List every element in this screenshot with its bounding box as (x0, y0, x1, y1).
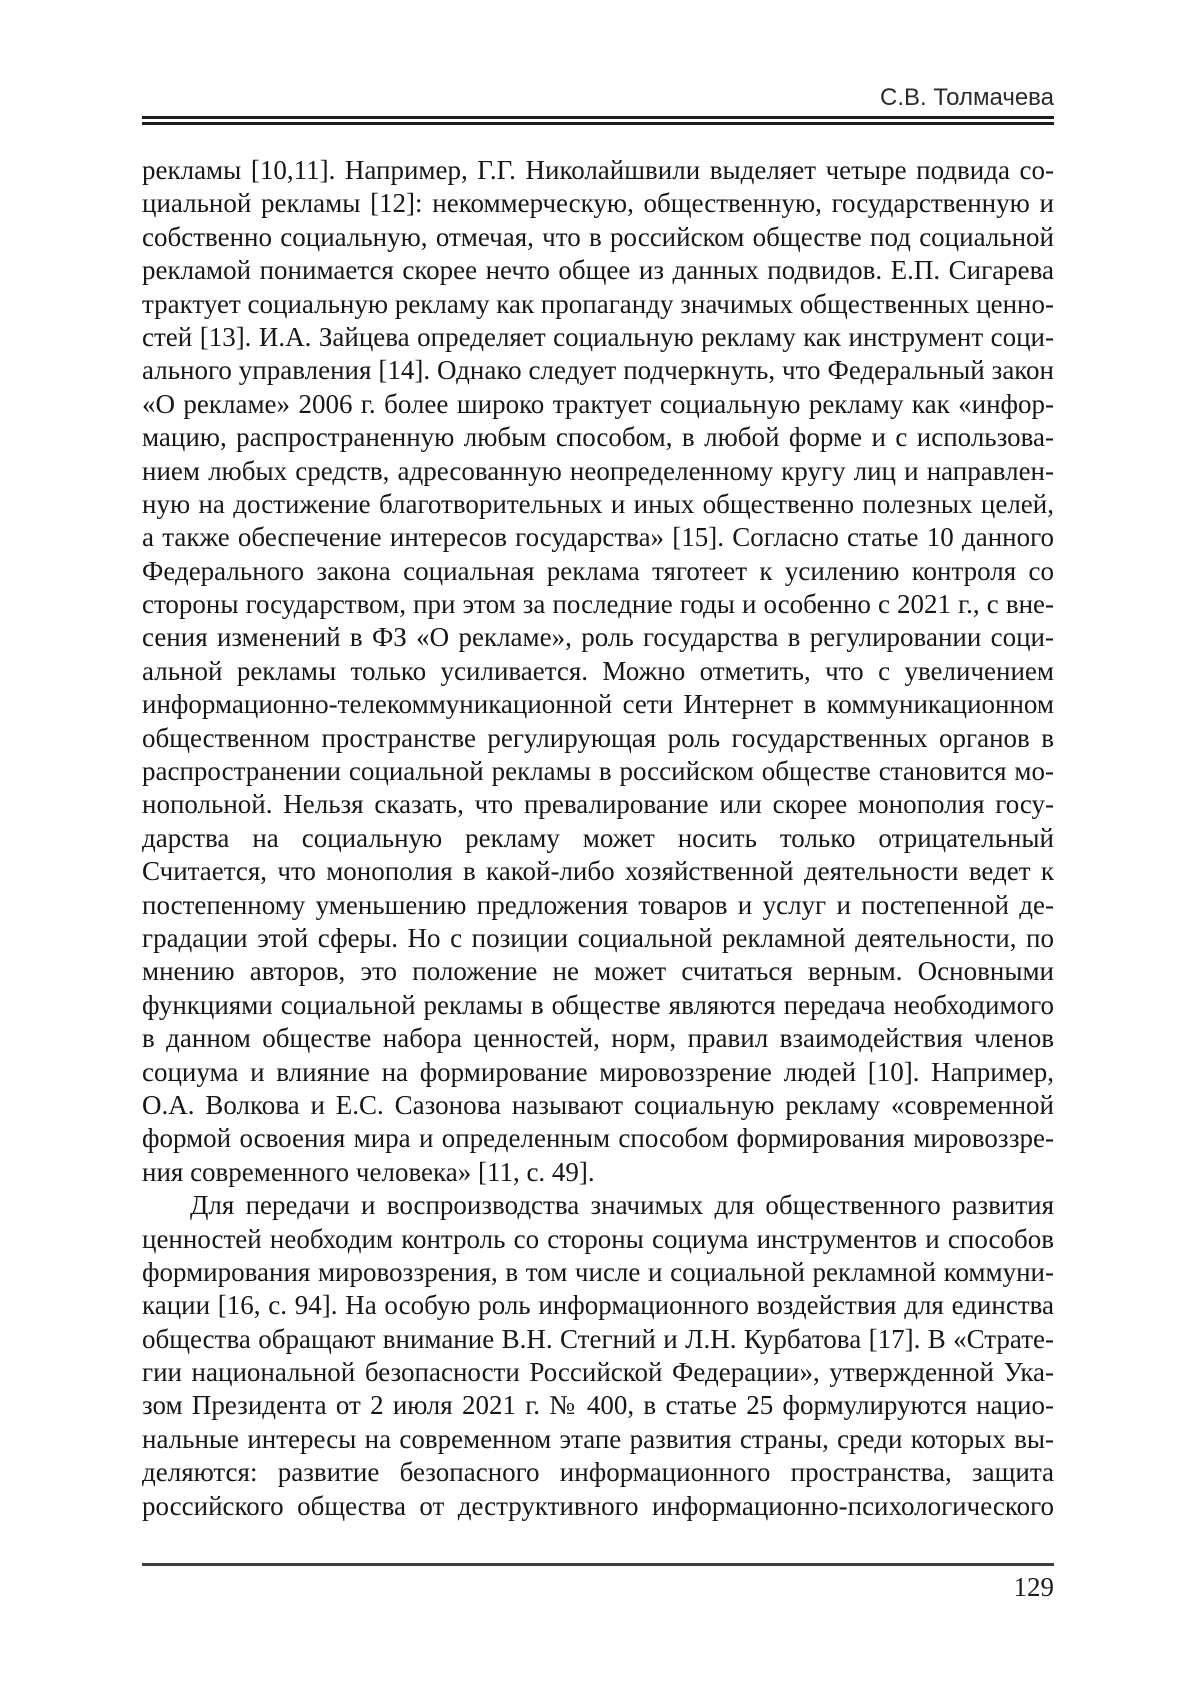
text-line: мнению авторов, это положение не может считаться верным. Основными (142, 956, 1054, 987)
text-line: формирования мировоззрения, в том числе и социальной рекламной коммуни- (142, 1256, 1054, 1287)
text-line: деляются: развитие безопасного информационного пространства, защита (142, 1457, 1054, 1488)
text-line: нием любых средств, адресованную неопределенному кругу лиц и направлен- (142, 455, 1054, 486)
text-line: распространении социальной рекламы в российском обществе становится мо- (142, 756, 1054, 787)
text-line: градации этой сферы. Но с позиции социальной рекламной деятельности, по (142, 922, 1054, 953)
text-line: дарства на социальную рекламу может носить только отрицательный (142, 822, 1054, 853)
text-line: циальной рекламы [12]: некоммерческую, общественную, государственную и (142, 188, 1054, 219)
text-line: трактует социальную рекламу как пропаганду значимых общественных ценно- (142, 288, 1054, 319)
text-line: ального управления [14]. Однако следует подчеркнуть, что Федеральный закон (142, 355, 1054, 386)
text-line: Федерального закона социальная реклама тяготеет к усилению контроля со (142, 555, 1054, 586)
text-line: собственно социальную, отмечая, что в российском обществе под социальной (142, 221, 1054, 252)
body-text (142, 154, 1054, 1523)
text-line: рекламой понимается скорее нечто общее из данных подвидов. Е.П. Сигарева (142, 255, 1054, 286)
text-line: социума и влияние на формирование мировоззрение людей [10]. Например, (142, 1056, 1054, 1087)
text-line: российского общества от деструктивного информационно-психологического (142, 1490, 1054, 1521)
text-line: кации [16, с. 94]. На особую роль информационного воздействия для единства (142, 1290, 1054, 1321)
page-number: 129 (1013, 1572, 1054, 1602)
text-line: Для передачи и воспроизводства значимых для общественного развития (190, 1190, 1054, 1221)
text-line: сения изменений в ФЗ «О рекламе», роль государства в регулировании соци- (142, 622, 1054, 653)
text-line: альной рекламы только усиливается. Можно отметить, что с увеличением (142, 655, 1054, 686)
page-content (142, 0, 1054, 1523)
text-line: информационно-телекоммуникационной сети Интернет в коммуникационном (142, 689, 1054, 720)
text-line: нальные интересы на современном этапе развития страны, среди которых вы- (142, 1423, 1054, 1454)
text-line: «О рекламе» 2006 г. более широко трактует социальную рекламу как «инфор- (142, 388, 1054, 419)
text-line: Считается, что монополия в какой-либо хозяйственной деятельности ведет к (142, 856, 1054, 887)
text-line: нопольной. Нельзя сказать, что превалирование или скорее монополия госу- (142, 789, 1054, 820)
text-line: в данном обществе набора ценностей, норм, правил взаимодействия членов (142, 1023, 1054, 1054)
header-double-rule (142, 116, 1054, 125)
text-line: мацию, распространенную любым способом, в любой форме и с использова- (142, 422, 1054, 453)
text-line: а также обеспечение интересов государства» [15]. Согласно статье 10 данного (142, 522, 1054, 553)
text-line: рекламы [10,11]. Например, Г.Г. Николайшвили выделяет четыре подвида со- (142, 155, 1054, 185)
text-line: постепенному уменьшению предложения товаров и услуг и постепенной де- (142, 889, 1054, 920)
text-line: ния современного человека» [11, с. 49]. (142, 1156, 595, 1187)
text-line: ценностей необходим контроль со стороны социума инструментов и способов (142, 1223, 1054, 1254)
text-line: зом Президента от 2 июля 2021 г. № 400, в статье 25 формулируются нацио- (142, 1390, 1054, 1421)
text-line: общества обращают внимание В.Н. Стегний и Л.Н. Курбатова [17]. В «Страте- (142, 1323, 1054, 1354)
header-author: С.В. Толмачева (880, 84, 1054, 111)
text-line: функциями социальной рекламы в обществе являются передача необходимого (142, 989, 1054, 1020)
text-line: ную на достижение благотворительных и иных общественно полезных целей, (142, 488, 1054, 519)
text-line: О.А. Волкова и Е.С. Сазонова называют социальную рекламу «современной (142, 1089, 1054, 1120)
footer-rule (142, 1563, 1054, 1566)
text-line: гии национальной безопасности Российской Федерации», утвержденной Ука- (142, 1357, 1054, 1388)
text-line: стороны государством, при этом за последние годы и особенно с 2021 г., с вне- (142, 589, 1054, 620)
text-line: стей [13]. И.А. Зайцева определяет социальную рекламу как инструмент соци- (142, 321, 1054, 352)
text-line: общественном пространстве регулирующая роль государственных органов в (142, 722, 1054, 753)
text-line: формой освоения мира и определенным способом формирования мировоззре- (142, 1123, 1054, 1154)
